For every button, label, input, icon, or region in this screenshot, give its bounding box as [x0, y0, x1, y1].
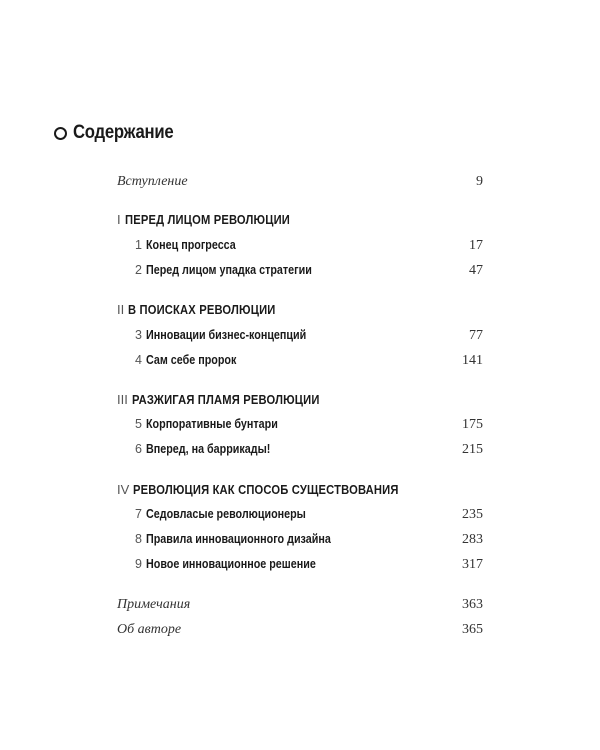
- chapter-title: Корпоративные бунтари: [145, 417, 278, 431]
- toc-page-number: 77: [469, 328, 483, 343]
- chapter-number: 2: [135, 263, 142, 277]
- part-number: I: [117, 212, 121, 227]
- toc-page-number: 141: [462, 353, 483, 368]
- toc-page-number: 215: [462, 442, 483, 457]
- chapter-number: 3: [135, 328, 142, 342]
- part-title: РЕВОЛЮЦИЯ КАК СПОСОБ СУЩЕСТВОВАНИЯ: [133, 482, 399, 497]
- toc-chapter-2[interactable]: [0, 263, 600, 283]
- toc-chapter-5[interactable]: [0, 417, 600, 437]
- chapter-title: Седовласые революционеры: [145, 507, 306, 521]
- toc-page-number: 363: [462, 597, 483, 612]
- part-number: IV: [117, 482, 130, 497]
- toc-part-3[interactable]: [0, 392, 600, 412]
- toc-page-number: 283: [462, 532, 483, 547]
- toc-entry-author[interactable]: [0, 622, 600, 642]
- chapter-number: 7: [135, 507, 142, 521]
- chapter-number: 8: [135, 532, 142, 546]
- toc-entry-label: Вступление: [117, 174, 188, 189]
- toc-page-number: 47: [469, 263, 483, 278]
- chapter-title: Инновации бизнес-концепций: [145, 328, 307, 342]
- chapter-title: Правила инновационного дизайна: [145, 532, 331, 546]
- toc-chapter-9[interactable]: [0, 557, 600, 577]
- chapter-number: 1: [135, 238, 142, 252]
- toc-chapter-6[interactable]: [0, 442, 600, 462]
- circle-bullet-icon: [54, 127, 67, 140]
- toc-chapter-3[interactable]: [0, 328, 600, 348]
- part-title: В ПОИСКАХ РЕВОЛЮЦИИ: [128, 302, 276, 317]
- toc-entry-intro[interactable]: [0, 174, 600, 194]
- toc-chapter-8[interactable]: [0, 532, 600, 552]
- part-number: II: [117, 302, 125, 317]
- chapter-number: 5: [135, 417, 142, 431]
- part-title: ПЕРЕД ЛИЦОМ РЕВОЛЮЦИИ: [124, 212, 290, 227]
- chapter-number: 6: [135, 442, 142, 456]
- toc-entry-notes[interactable]: [0, 597, 600, 617]
- toc-entry-label: Об авторе: [117, 622, 182, 637]
- part-title: РАЗЖИГАЯ ПЛАМЯ РЕВОЛЮЦИИ: [131, 392, 320, 407]
- toc-page-number: 317: [462, 557, 483, 572]
- toc-page-number: 9: [476, 174, 483, 189]
- part-number: III: [117, 392, 128, 407]
- toc-part-1[interactable]: [0, 212, 600, 232]
- toc-chapter-1[interactable]: [0, 238, 600, 258]
- toc-page-number: 175: [462, 417, 483, 432]
- chapter-title: Новое инновационное решение: [145, 557, 316, 571]
- chapter-title: Перед лицом упадка стратегии: [145, 263, 312, 277]
- toc-chapter-7[interactable]: [0, 507, 600, 527]
- page-title-block: [54, 122, 187, 144]
- toc-page-number: 365: [462, 622, 483, 637]
- toc-chapter-4[interactable]: [0, 353, 600, 373]
- toc-page-number: 17: [469, 238, 483, 253]
- chapter-title: Сам себе пророк: [145, 353, 237, 367]
- toc-page-number: 235: [462, 507, 483, 522]
- toc-part-4[interactable]: [0, 482, 600, 502]
- page-title: Содержание: [73, 122, 174, 143]
- chapter-number: 9: [135, 557, 142, 571]
- chapter-title: Вперед, на баррикады!: [145, 442, 271, 456]
- chapter-title: Конец прогресса: [145, 238, 236, 252]
- toc-part-2[interactable]: [0, 302, 600, 322]
- chapter-number: 4: [135, 353, 142, 367]
- toc-entry-label: Примечания: [117, 597, 191, 612]
